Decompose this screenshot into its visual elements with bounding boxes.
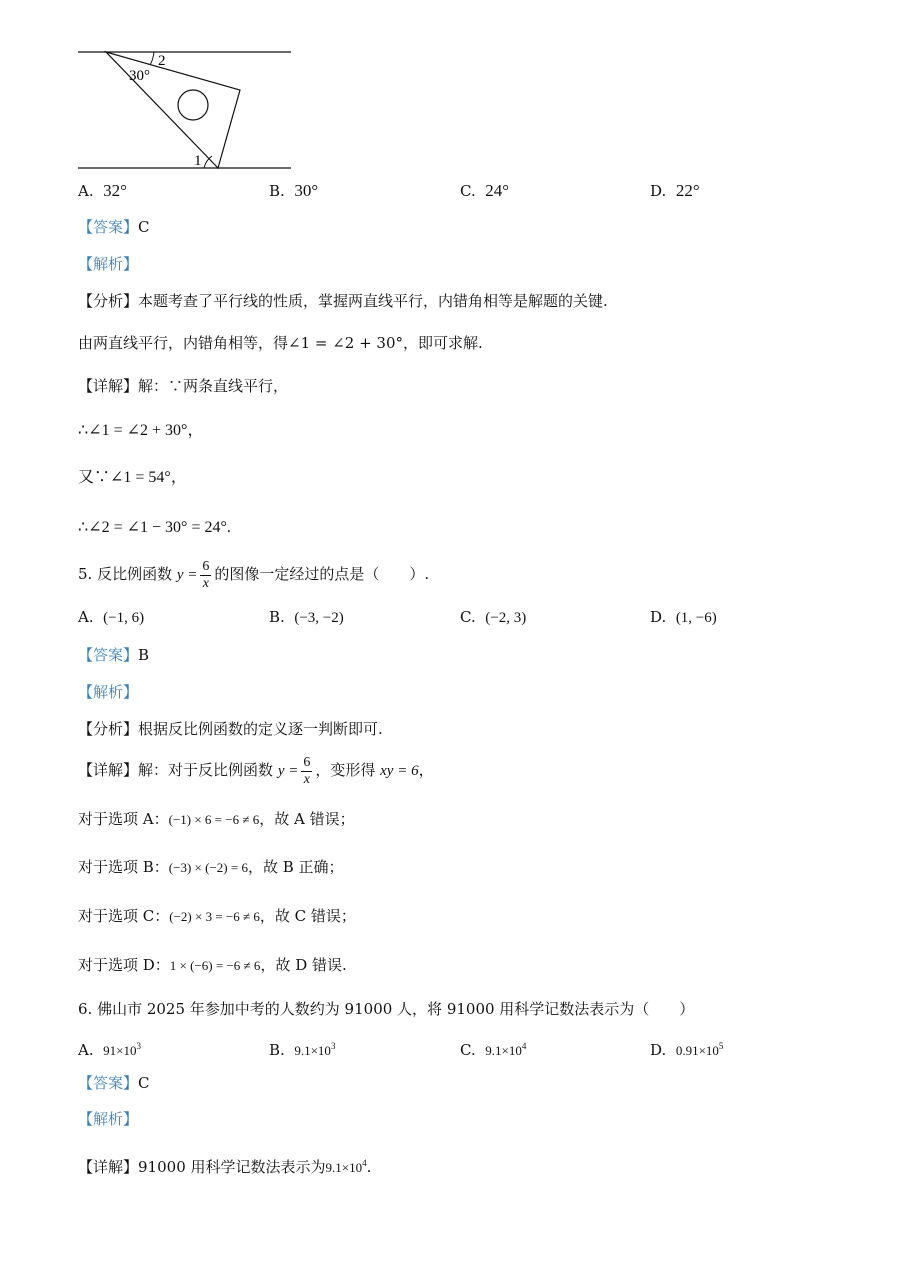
parallel-lines-triangle-figure — [76, 44, 296, 174]
q6-answer: 【答案】C — [78, 1074, 150, 1092]
q6-option-d: D. $0.91\times 10^5$ — [650, 1041, 724, 1059]
q5-option-d: D. (1, −6) — [650, 608, 717, 626]
q4-option-a: A. 32° — [78, 181, 127, 200]
q4-option-b: B. 30° — [269, 181, 319, 200]
q4-step3: ∴∠2 = ∠1 − 30° = 24°. — [78, 519, 231, 536]
label-angle-1: 1 — [194, 153, 202, 169]
q6-stem: 6. 佛山市 2025 年参加中考的人数约为 91000 人，将 91000 用科学记数法表示为（ ） — [78, 1000, 695, 1018]
q4-answer: 【答案】C — [78, 218, 150, 236]
label-angle-2: 2 — [158, 53, 166, 69]
q5-check-d: 对于选项 D：1 × (−6) = −6 ≠ 6，故 D 错误. — [78, 956, 347, 974]
q5-fraction: $\frac{6}{x}$ — [202, 558, 210, 591]
q4-step1: ∴∠1 = ∠2 + 30°， — [78, 422, 204, 439]
q6-xiangjie: 【详解】91000 用科学记数法表示为$9.1\times 10^4$. — [78, 1158, 372, 1176]
q5-option-b: B. (−3, −2) — [269, 608, 344, 626]
q4-option-c: C. 24° — [460, 181, 510, 200]
q5-stem: 5. 反比例函数 y = $\frac{6}{x}$ 的图像一定经过的点是（ ）. — [78, 558, 430, 591]
q5-option-c: C. (−2, 3) — [460, 608, 527, 626]
q5-check-b: 对于选项 B：(−3) × (−2) = 6，故 B 正确； — [78, 858, 344, 876]
q5-jiexi-heading: 【解析】 — [78, 683, 139, 701]
q5-xiangjie: 【详解】解：对于反比例函数 y = $\frac{6}{x}$ ，变形得 xy = 6， — [78, 754, 434, 787]
angle-2-arc — [150, 52, 154, 65]
q4-option-d: D. 22° — [650, 181, 700, 200]
q4-jiexi-heading: 【解析】 — [78, 255, 139, 273]
q5-answer: 【答案】B — [78, 646, 150, 664]
q5-option-a: A. (−1, 6) — [78, 608, 145, 626]
q5-detail-fraction: $\frac{6}{x}$ — [303, 754, 311, 787]
q5-check-c: 对于选项 C：(−2) × 3 = −6 ≠ 6，故 C 错误； — [78, 907, 356, 925]
triangle-ruler — [106, 52, 240, 168]
q6-option-b: B. $9.1\times 10^3$ — [269, 1041, 336, 1059]
q4-xiangjie: 【详解】解：∵两条直线平行， — [78, 377, 289, 395]
q4-fenxi: 【分析】本题考查了平行线的性质，掌握两直线平行，内错角相等是解题的关键. — [78, 292, 608, 310]
q6-option-c: C. $9.1\times 10^4$ — [460, 1041, 527, 1059]
q5-fenxi: 【分析】根据反比例函数的定义逐一判断即可. — [78, 720, 383, 738]
ruler-hole — [178, 90, 208, 120]
q6-option-a: A. $91\times 10^3$ — [78, 1041, 141, 1059]
q4-line2: 由两直线平行，内错角相等，得∠1 = ∠2 + 30°，即可求解. — [78, 334, 483, 352]
q4-step2: 又∵∠1 = 54°， — [78, 469, 187, 486]
q6-jiexi-heading: 【解析】 — [78, 1110, 139, 1128]
q5-check-a: 对于选项 A：(−1) × 6 = −6 ≠ 6，故 A 错误； — [78, 810, 355, 828]
label-30-degrees: 30° — [129, 68, 150, 84]
